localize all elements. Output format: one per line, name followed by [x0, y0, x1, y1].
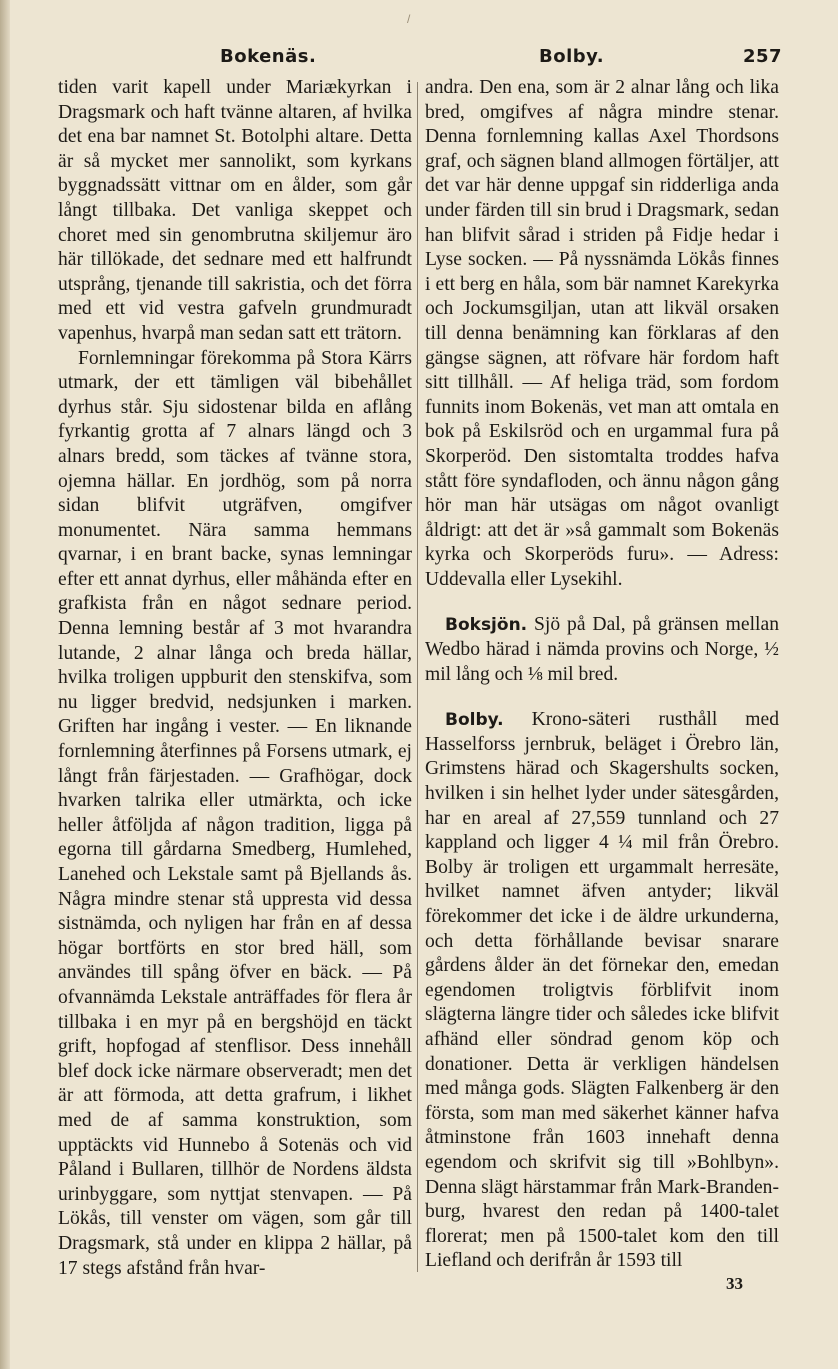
signature-mark: 33 — [726, 1273, 743, 1293]
right-column — [425, 76, 779, 1294]
running-head-right: Bolby. — [539, 46, 605, 67]
page-number: 257 — [743, 46, 783, 67]
paragraph: andra. Den ena, som är 2 alnar lång och lika bred, omgifves af några mindre stenar. Denna fornlemning kallas Axel Thordsons graf, och sägnen bland allmogen förtäljer, att det var här denne uppgaf sin ridderliga anda under färden till sin brud i Dragsmark, sedan han blifvit sårad i striden på Fidje hedar i Lyse socken. — På nyssnämda Lökås finnes i ett berg en håla, som bär namnet Karekyrka och Jockumsgiljan, utan att likväl orsaken till denna benämning kan förklaras af den gängse sägnen, att röfvare här fordom haft sitt tillhåll. — Af heliga träd, som fordom funnits inom Bokenäs, vet man att omtala en bok på Eskilsröd och en urgammal fura på Skorperöd. Den sistomtalta troddes hafva stått före syndafloden, och ännu någon gång hör man här utsägas om något ovanligt åldrigt: att det är »så gammalt som Bokenäs kyrka och Skorperöds furu». — Adress: Uddevalla eller Lysekihl. — [425, 77, 779, 590]
top-mark: / — [407, 12, 411, 26]
running-head-left: Bokenäs. — [220, 46, 317, 67]
entry-term: Bolby. — [445, 710, 504, 731]
page-spine-shadow — [0, 0, 10, 1369]
entry-bolby — [425, 708, 779, 1274]
entry-boksjon — [425, 613, 779, 687]
entry-text: Krono-säteri rusthåll med Hasselforss jernbruk, beläget i Örebro län, Grimstens härad och Skagershults socken, hvilken i sin helhet lyder under sätesgården, har en areal af 27,559 tunnland och 27 kappland och ligger 4 ¼ mil från Örebro. Bolby är troligen ett urgammalt herresäte, hvilket namnet äfven antyder; likväl förekommer det icke i de äldre urkunderna, och detta förhållande bevisar snarare gårdens ålder än det förnekar den, emedan egendomen troligtvis förblifvit inom slägterna längre tider och således icke blifvit afhänd eller söndrad genom köp och donationer. Detta är verkligen händelsen med många gods. Slägten Falkenberg är den första, som man med säkerhet känner hafva åtminstone från 1603 innehaft denna egendom och skrifvit sig till »Bohlbyn». Denna slägt härstammar från Mark-Branden-burg, hvarest den redan på 1400-talet florerat; men på 1500-talet kom den till Liefland och derifrån år 1593 till — [425, 709, 779, 1272]
left-column — [58, 76, 412, 1281]
entry-text: Sjö på Dal, på gränsen mellan Wedbo härad i nämda provins och Norge, ½ mil lång och ⅛ mil bred. — [425, 614, 779, 685]
column-divider — [417, 82, 418, 1272]
paragraph: tiden varit kapell under Mariækyrkan i Dragsmark och haft tvänne altaren, af hvilka det ena bar namnet St. Botolphi altare. Detta är så mycket mer sannolikt, som kyrkans byggnadssätt vittnar om en ålder, som går långt tillbaka. Det vanliga skeppet och choret med sin genombrutna skiljemur äro här tillökade, det sednare med ett halfrundt utsprång, tjenande till sakristia, och det förra med ett vid vestra gafveln grundmuradt vapenhus, hvarpå man sedan satt ett trätorn. — [58, 77, 412, 344]
paragraph: Fornlemningar förekomma på Stora Kärrs utmark, der ett tämligen väl bibehållet dyrhus står. Sju sidostenar bilda en aflång fyrkantig grotta af 7 alnars längd och 3 alnars bredd, som täckes af tvänne stora, ojemna hällar. En jordhög, som på norra sidan blifvit utgräfven, omgifver monumentet. Nära samma hemmans qvarnar, i en brant backe, synas lemningar efter ett annat dyrhus, eller måhända efter en grafkista från en något sednare period. Denna lemning består af 3 mot hvarandra lutande, 2 alnar långa och breda hällar, hvilka troligen uppburit den stenskifva, som nu ligger bredvid, nedsjunken i marken. Griften har ingång i vester. — En liknande fornlemning återfinnes på Forsens utmark, ej långt från färjestaden. — Grafhögar, dock hvarken talrika eller utmärkta, och icke heller åtföljda af någon tradition, ligga på egorna till gårdarna Smedberg, Humlehed, Lanehed och Lekstale samt på Bjellands ås. Några mindre stenar stå uppresta vid dessa sistnämda, och nyligen har från en af dessa högar bortförts en stor bred häll, som användes till spång öfver en bäck. — På ofvannämda Lekstale anträffades för flera år tillbaka i en myr på en bergshöjd en täckt grift, hopfogad af stenflisor. Dess innehåll blef dock icke närmare observeradt; men det är att förmoda, att detta grafrum, i likhet med de af samma konstruktion, som upptäckts vid Hunnebo å Sotenäs och vid Påland i Bullaren, tillhör de Nordens äldsta urinbyggare, som nyttjat stenvapen. — På Lökås, till venster om vägen, som går till Dragsmark, stå under en klippa 2 hällar, på 17 stegs afstånd från hvar- — [58, 347, 412, 1279]
entry-term: Boksjön. — [445, 615, 528, 636]
